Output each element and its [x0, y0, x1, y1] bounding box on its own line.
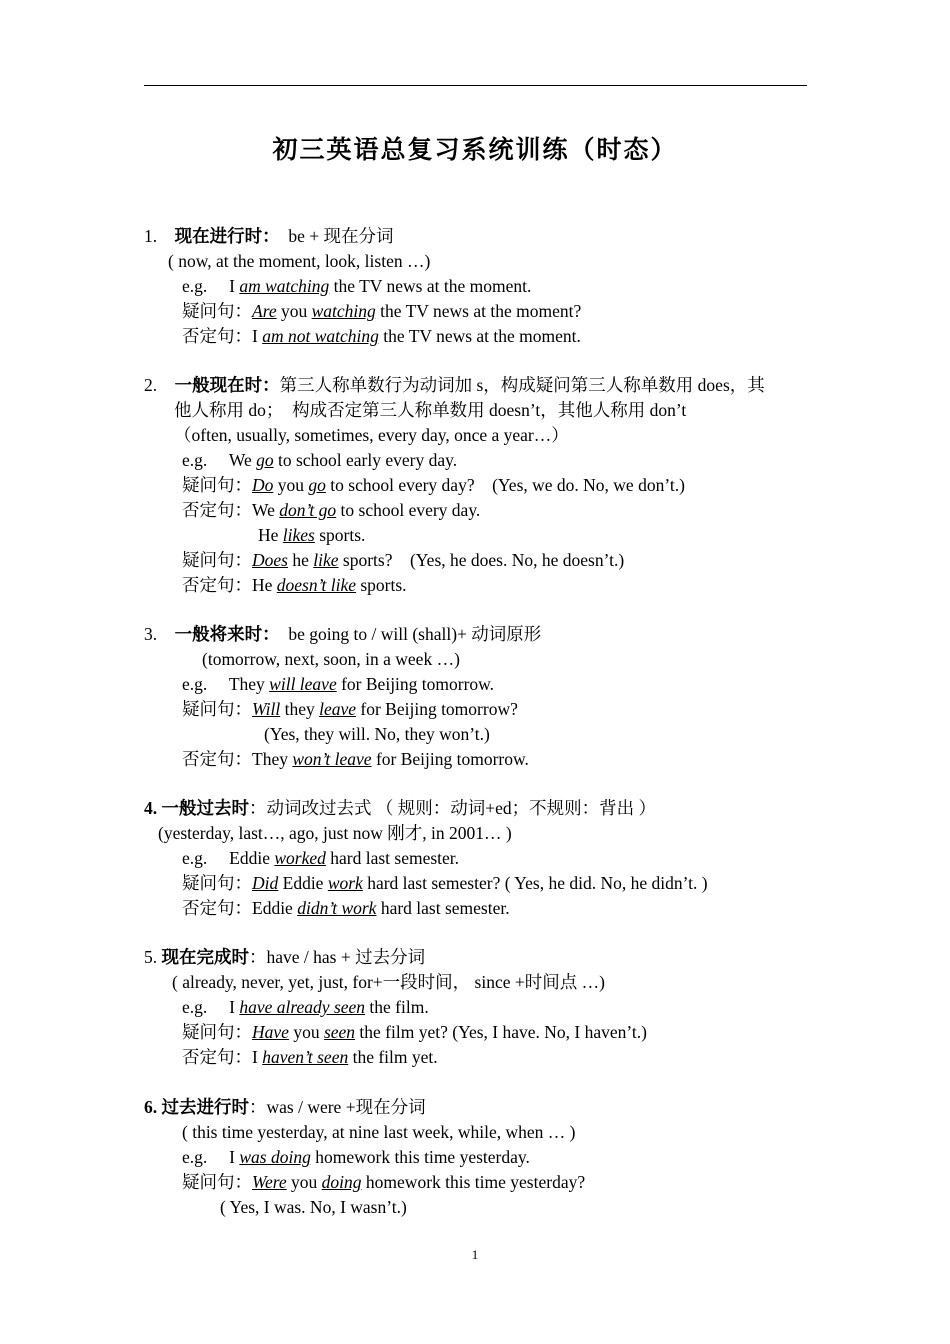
section-line: [182, 1020, 647, 1045]
text-segment: 疑问句：: [182, 1022, 252, 1042]
text-segment: Eddie: [278, 873, 328, 893]
example-verb: work: [327, 873, 363, 893]
example-verb: go: [308, 475, 326, 495]
text-segment: 疑问句：: [182, 550, 252, 570]
text-segment: (Yes, they will. No, they won’t.): [264, 724, 490, 744]
section-line: [172, 970, 605, 995]
text-segment: hard last semester? ( Yes, he did. No, he didn’t. ): [362, 873, 708, 893]
example-verb: Does: [252, 550, 288, 570]
text-segment: for Beijing tomorrow.: [336, 674, 495, 694]
section-heading-line: [144, 945, 425, 970]
section-line: [182, 573, 407, 598]
example-verb: am watching: [239, 276, 330, 296]
section-line: [182, 274, 531, 299]
text-segment: He: [258, 525, 283, 545]
text-segment: 疑问句：: [182, 873, 252, 893]
example-verb: was doing: [239, 1147, 311, 1167]
section-heading-line: [144, 224, 394, 249]
text-segment: 疑问句：: [182, 475, 252, 495]
section-line: [182, 1170, 585, 1195]
section-heading-line: [144, 622, 541, 647]
example-verb: leave: [319, 699, 357, 719]
example-verb: watching: [311, 301, 376, 321]
text-segment: 他人称用 do； 构成否定第三人称单数用 doesn’t，其他人称用 don’t: [174, 400, 687, 420]
text-segment: to school early every day.: [273, 450, 458, 470]
text-segment: (yesterday, last…, ago, just now 刚才, in 2001… ): [158, 823, 512, 843]
text-segment: you: [288, 1022, 324, 1042]
example-verb: am not watching: [262, 326, 379, 346]
text-segment: for Beijing tomorrow.: [371, 749, 529, 769]
text-segment: （often, usually, sometimes, every day, once a year…）: [174, 425, 569, 445]
text-segment: 否定句：We: [182, 500, 280, 520]
example-verb: go: [256, 450, 274, 470]
text-segment: ( now, at the moment, look, listen …): [168, 251, 431, 271]
text-segment: the film yet? (Yes, I have. No, I haven’t.): [355, 1022, 647, 1042]
text-segment: to school every day.: [336, 500, 481, 520]
example-verb: Did: [252, 873, 279, 893]
tense-name: 一般将来时：: [174, 624, 271, 644]
section-line: [220, 1195, 407, 1220]
section-line: [258, 523, 365, 548]
example-verb: Were: [252, 1172, 287, 1192]
text-segment: be going to / will (shall)+ 动词原形: [270, 624, 542, 644]
text-segment: ：was / were +现在分词: [249, 1097, 426, 1117]
text-segment: sports? (Yes, he does. No, he doesn’t.): [338, 550, 625, 570]
section-heading-line: [144, 1095, 426, 1120]
section-line: [168, 249, 430, 274]
text-segment: to school every day? (Yes, we do. No, we don’t.): [325, 475, 685, 495]
tense-name: 一般现在时：: [174, 375, 280, 395]
text-segment: sports.: [314, 525, 366, 545]
text-segment: homework this time yesterday?: [361, 1172, 586, 1192]
text-segment: 3.: [144, 624, 175, 644]
section-line: [182, 324, 581, 349]
section-line: [182, 299, 581, 324]
text-segment: the film yet.: [348, 1047, 438, 1067]
text-segment: 2.: [144, 375, 175, 395]
page-number: 1: [471, 1247, 479, 1262]
text-segment: the film.: [365, 997, 429, 1017]
example-verb: doesn’t like: [276, 575, 356, 595]
example-verb: likes: [282, 525, 315, 545]
section-line: [182, 498, 480, 523]
text-segment: e.g. I: [182, 997, 240, 1017]
text-segment: 1.: [144, 226, 175, 246]
section-line: [182, 548, 624, 573]
example-verb: won’t leave: [292, 749, 372, 769]
text-segment: 否定句：They: [182, 749, 293, 769]
text-segment: e.g. I: [182, 276, 240, 296]
text-segment: 5.: [144, 947, 162, 967]
text-segment: 疑问句：: [182, 1172, 252, 1192]
section-line: [182, 1145, 530, 1170]
text-segment: ：have / has + 过去分词: [249, 947, 426, 967]
text-segment: e.g. I: [182, 1147, 240, 1167]
tense-name: 6. 过去进行时: [144, 1097, 249, 1117]
text-segment: e.g. Eddie: [182, 848, 275, 868]
section-line: [182, 995, 429, 1020]
text-segment: (tomorrow, next, soon, in a week …): [202, 649, 460, 669]
text-segment: ( Yes, I was. No, I wasn’t.): [220, 1197, 407, 1217]
text-segment: for Beijing tomorrow?: [356, 699, 518, 719]
section-line: [174, 423, 569, 448]
text-segment: sports.: [356, 575, 407, 595]
example-verb: seen: [323, 1022, 356, 1042]
text-segment: 疑问句：: [182, 699, 252, 719]
text-segment: the TV news at the moment.: [329, 276, 532, 296]
text-segment: homework this time yesterday.: [310, 1147, 530, 1167]
example-verb: didn’t work: [297, 898, 377, 918]
example-verb: like: [313, 550, 339, 570]
section-line: [182, 1045, 438, 1070]
text-segment: he: [287, 550, 314, 570]
example-verb: worked: [274, 848, 326, 868]
example-verb: Do: [252, 475, 274, 495]
example-verb: will leave: [269, 674, 337, 694]
text-segment: they: [280, 699, 320, 719]
tense-name: 现在进行时：: [174, 226, 271, 246]
section-line: [182, 846, 459, 871]
example-verb: doing: [321, 1172, 362, 1192]
section-line: [182, 473, 685, 498]
section-line: [182, 672, 494, 697]
section-line: [182, 871, 708, 896]
text-segment: ( this time yesterday, at nine last week, while, when … ): [182, 1122, 576, 1142]
text-segment: 否定句：I: [182, 326, 263, 346]
text-segment: the TV news at the moment.: [378, 326, 581, 346]
text-segment: you: [273, 475, 309, 495]
example-verb: Are: [252, 301, 277, 321]
section-line: [158, 821, 512, 846]
text-segment: the TV news at the moment?: [375, 301, 582, 321]
page-title: 初三英语总复习系统训练（时态）: [272, 135, 678, 164]
section-line: [182, 1120, 575, 1145]
example-verb: haven’t seen: [262, 1047, 349, 1067]
text-segment: e.g. They: [182, 674, 270, 694]
section-heading-line: [144, 796, 656, 821]
example-verb: Will: [252, 699, 281, 719]
text-segment: hard last semester.: [376, 898, 510, 918]
text-segment: 疑问句：: [182, 301, 252, 321]
text-segment: you: [276, 301, 312, 321]
header-rule: [144, 85, 807, 86]
section-line: [182, 747, 529, 772]
text-segment: ：动词改过去式 （ 规则：动词+ed；不规则：背出 ）: [249, 798, 657, 818]
section-line: [182, 697, 518, 722]
example-verb: don’t go: [279, 500, 337, 520]
text-segment: be + 现在分词: [270, 226, 394, 246]
text-segment: 否定句：He: [182, 575, 277, 595]
section-heading-line: [144, 373, 765, 398]
example-verb: Have: [252, 1022, 289, 1042]
tense-name: 现在完成时: [161, 947, 249, 967]
text-segment: 否定句：Eddie: [182, 898, 298, 918]
text-segment: 第三人称单数行为动词加 s，构成疑问第三人称单数用 does，其: [279, 375, 765, 395]
tense-name: 4. 一般过去时: [144, 798, 249, 818]
section-line: [182, 448, 457, 473]
section-line: [182, 896, 510, 921]
example-verb: have already seen: [239, 997, 366, 1017]
text-segment: ( already, never, yet, just, for+一段时间， since +时间点 …): [172, 972, 605, 992]
section-line: [202, 647, 460, 672]
text-segment: you: [286, 1172, 322, 1192]
text-segment: hard last semester.: [325, 848, 460, 868]
text-segment: e.g. We: [182, 450, 257, 470]
text-segment: 否定句：I: [182, 1047, 263, 1067]
section-line: [174, 398, 686, 423]
section-line: [264, 722, 490, 747]
